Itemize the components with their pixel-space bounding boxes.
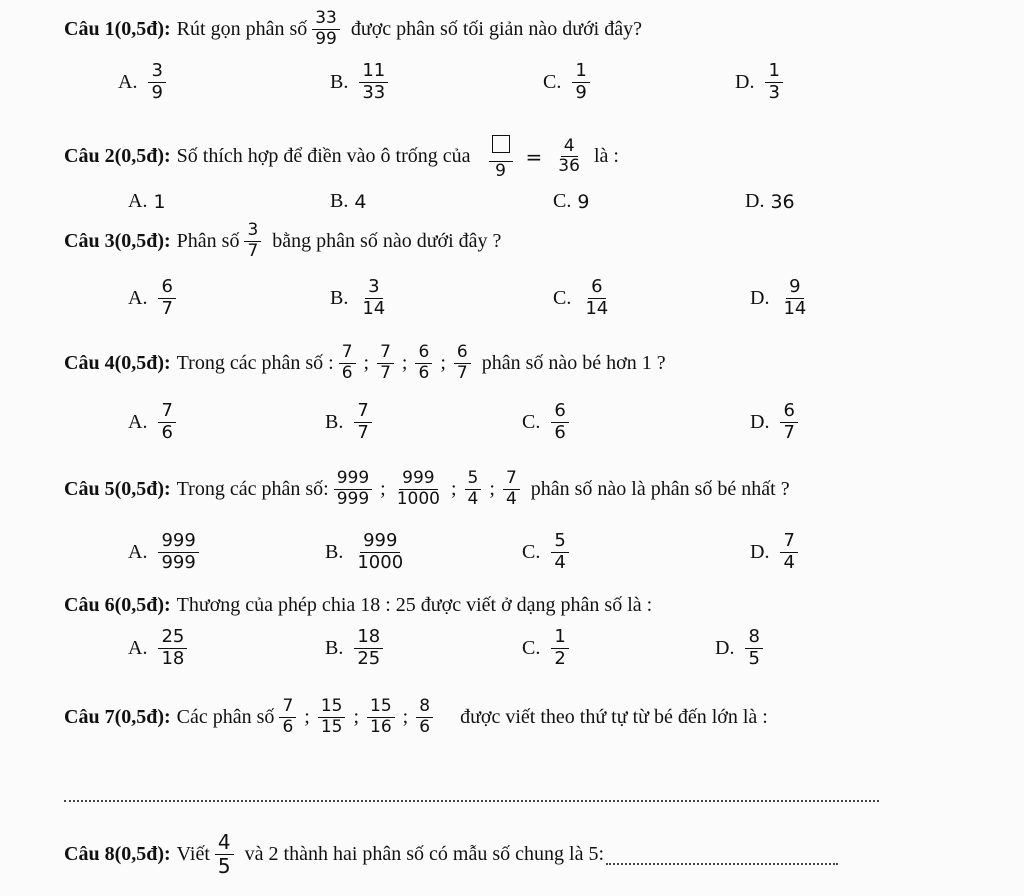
q3-option-a[interactable]: A. $\frac{6}{7}$ xyxy=(128,278,181,319)
question-4-fraction-3: $\frac{6}{6}$ xyxy=(415,344,432,383)
answer-dotted-blank[interactable] xyxy=(606,845,838,865)
q1-option-b[interactable]: B. $\frac{11}{33}$ xyxy=(330,62,393,103)
q4-option-c[interactable]: C. $\frac{6}{6}$ xyxy=(522,402,574,443)
question-5-fraction-3: $\frac{5}{4}$ xyxy=(465,470,482,509)
question-4: Câu 4(0,5đ): Trong các phân số : $\frac{7}{6}$ ; $\frac{7}{7}$ ; $\frac{6}{6}$ ; $\frac{6}{7}$ phân số nào bé hơn 1 ? xyxy=(64,342,666,383)
question-5-fraction-1: $\frac{999}{999}$ xyxy=(334,470,372,509)
q5-option-b[interactable]: B. $\frac{999}{1000}$ xyxy=(325,530,404,573)
answer-dotted-line[interactable] xyxy=(64,800,879,802)
q2-option-c[interactable]: C. 9 xyxy=(553,190,590,213)
question-2-right-fraction: $\frac{4}{36}$ xyxy=(558,135,580,177)
question-7-fraction-1: $\frac{7}{6}$ xyxy=(279,698,296,737)
question-4-fraction-4: $\frac{6}{7}$ xyxy=(454,344,471,383)
q3-option-d[interactable]: D. $\frac{9}{14}$ xyxy=(750,276,807,319)
question-1-fraction: $\frac{33}{99}$ xyxy=(312,10,340,49)
q5-option-d[interactable]: D. $\frac{7}{4}$ xyxy=(750,532,803,573)
question-3 xyxy=(64,222,501,261)
q1-option-c[interactable]: C. $\frac{1}{9}$ xyxy=(543,62,595,103)
question-8 xyxy=(64,832,838,877)
question-6-label: Câu 6(0,5đ): xyxy=(64,594,171,616)
question-7-label: Câu 7(0,5đ): xyxy=(64,705,171,728)
question-2: Câu 2(0,5đ): Số thích hợp để điền vào ô trống của 9 = $\frac{4}{36}$ là : xyxy=(64,133,619,181)
question-5-fraction-2: $\frac{999}{1000}$ xyxy=(396,468,440,509)
question-2-text-after: là : xyxy=(593,145,619,168)
q3-option-b[interactable]: B. $\frac{3}{14}$ xyxy=(330,276,386,319)
question-4-text-before: Trong các phân số : xyxy=(176,351,334,374)
question-7-fraction-4: $\frac{8}{6}$ xyxy=(416,698,433,737)
question-5-fraction-4: $\frac{7}{4}$ xyxy=(503,470,520,509)
question-7-fraction-3: $\frac{15}{16}$ xyxy=(367,698,395,737)
q2-option-b[interactable]: B. 4 xyxy=(330,190,367,213)
q6-option-c[interactable]: C. $\frac{1}{2}$ xyxy=(522,628,574,669)
question-7-text-before: Các phân số xyxy=(176,705,275,728)
question-6-text: Thương của phép chia 18 : 25 được viết ở dạng phân số là : xyxy=(176,594,653,616)
question-8-text-before: Viết xyxy=(176,843,210,865)
q6-option-d[interactable]: D. $\frac{8}{5}$ xyxy=(715,628,768,669)
question-6 xyxy=(64,594,652,617)
question-1-label: Câu 1(0,5đ): xyxy=(64,17,171,40)
q6-option-b[interactable]: B. $\frac{18}{25}$ xyxy=(325,628,388,669)
question-4-fraction-1: $\frac{7}{6}$ xyxy=(339,344,356,383)
q2-option-d[interactable]: D. 36 xyxy=(745,190,795,213)
question-2-box-fraction: 9 xyxy=(489,133,513,181)
question-8-text-after: và 2 thành hai phân số có mẫu số chung là 5: xyxy=(244,843,605,865)
question-2-label: Câu 2(0,5đ): xyxy=(64,145,171,168)
question-5-text-after: phân số nào là phân số bé nhất ? xyxy=(530,477,790,500)
question-4-fraction-2: $\frac{7}{7}$ xyxy=(377,344,394,383)
question-1-text-before: Rút gọn phân số xyxy=(176,17,308,40)
question-7-fraction-2: $\frac{15}{15}$ xyxy=(318,698,346,737)
question-3-fraction: $\frac{3}{7}$ xyxy=(244,222,261,261)
question-2-text-before: Số thích hợp để điền vào ô trống của xyxy=(176,145,471,168)
question-7: Câu 7(0,5đ): Các phân số $\frac{7}{6}$ ; $\frac{15}{15}$ ; $\frac{15}{16}$ ; $\frac{8}{6}$ được viết theo thứ tự từ bé đến lớn là : xyxy=(64,696,768,737)
q4-option-b[interactable]: B. $\frac{7}{7}$ xyxy=(325,402,377,443)
q2-option-a[interactable]: A. 1 xyxy=(128,190,166,213)
question-8-fraction: $\frac{4}{5}$ xyxy=(215,832,234,877)
question-1-text-after: được phân số tối giản nào dưới đây? xyxy=(350,17,642,40)
q1-option-a[interactable]: A. $\frac{3}{9}$ xyxy=(118,62,171,103)
q3-option-c[interactable]: C. $\frac{6}{14}$ xyxy=(553,276,609,319)
q5-option-c[interactable]: C. $\frac{5}{4}$ xyxy=(522,532,574,573)
q6-option-a[interactable]: A. $\frac{25}{18}$ xyxy=(128,628,192,669)
question-8-label: Câu 8(0,5đ): xyxy=(64,843,171,865)
question-5-text-before: Trong các phân số: xyxy=(176,477,329,500)
question-3-label: Câu 3(0,5đ): xyxy=(64,229,171,252)
question-3-text-before: Phân số xyxy=(176,229,240,252)
q5-option-a[interactable]: A. $\frac{999}{999}$ xyxy=(128,532,204,573)
blank-box[interactable] xyxy=(492,135,510,153)
question-4-label: Câu 4(0,5đ): xyxy=(64,351,171,374)
question-5-label: Câu 5(0,5đ): xyxy=(64,477,171,500)
q4-option-d[interactable]: D. $\frac{6}{7}$ xyxy=(750,402,803,443)
question-1 xyxy=(64,10,642,49)
q4-option-a[interactable]: A. $\frac{7}{6}$ xyxy=(128,402,181,443)
question-4-text-after: phân số nào bé hơn 1 ? xyxy=(481,351,666,374)
question-7-text-after: được viết theo thứ tự từ bé đến lớn là : xyxy=(460,705,768,728)
question-5: Câu 5(0,5đ): Trong các phân số: $\frac{999}{999}$ ; $\frac{999}{1000}$ ; $\frac{5}{4}$ ; $\frac{7}{4}$ phân số nào là phân số bé nhất ? xyxy=(64,468,790,509)
question-3-text-after: bằng phân số nào dưới đây ? xyxy=(272,229,502,252)
q1-option-d[interactable]: D. $\frac{1}{3}$ xyxy=(735,62,788,103)
